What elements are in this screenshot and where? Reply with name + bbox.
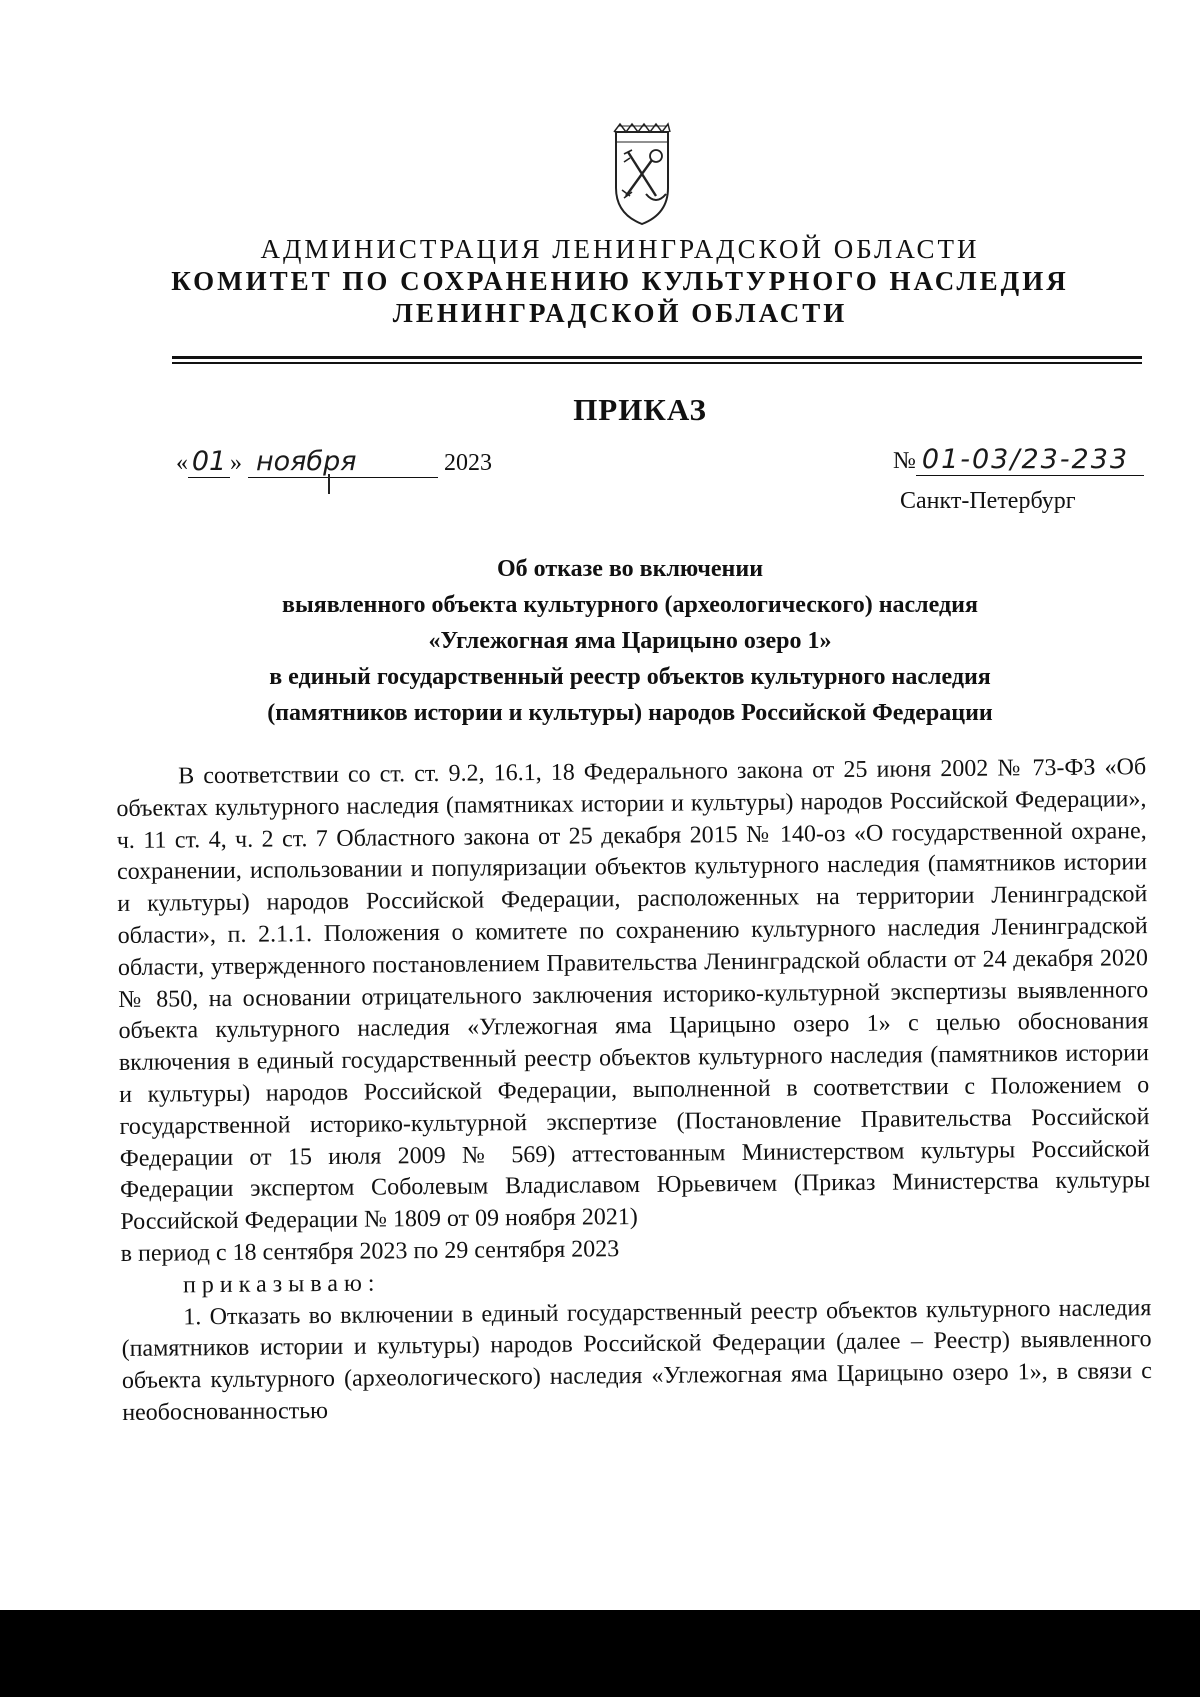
date-year: 2023 [444,450,492,476]
order-directive-word: приказываю: [182,1270,381,1299]
number-sign: № [893,448,916,474]
header-region: ЛЕНИНГРАДСКОЙ ОБЛАСТИ [392,298,848,328]
order-number-handwritten: 01-03/23-233 [916,444,1144,476]
header-rule-thick [172,356,1142,359]
order-title: ПРИКАЗ [573,392,707,427]
order-body [116,752,1152,1430]
order-subject [160,551,1100,731]
review-period: в период с 18 сентября 2023 по 29 сентября 2023 [120,1236,620,1267]
coat-of-arms-emblem [610,122,674,230]
date-open-quote: « [176,450,188,476]
subject-line: в единый государственный реестр объектов культурного наследия [269,664,991,690]
subject-line: «Углежогная яма Царицыно озеро 1» [428,628,832,654]
subject-line: Об отказе во включении [496,556,764,582]
subject-line: выявленного объекта культурного (археологического) наследия [282,592,978,618]
order-date [176,446,492,478]
scan-border [0,1610,1200,1697]
preamble-paragraph: В соответствии со ст. ст. 9.2, 16.1, 18 Федерального закона от 25 июня 2002 № 73-ФЗ «Об объектах культурного наследия (памятниках истории и культуры) народов Российской Федерации», ч. 11 ст. 4, ч. 2 ст. 7 Областного закона от 25 декабря 2015 № 140-оз «О государственной охране, сохранении, использовании и популяризации объектов культурного наследия (памятников истории и культуры) народов Российской Федерации, расположенных на территории Ленинградской области», п. 2.1.1. Положения о комитете по сохранению культурного наследия Ленинградской области, утвержденного постановлением Правительства Ленинградской области от 24 декабря 2020 № 850, на основании отрицательного заключения историко-культурной экспертизы выявленного объекта культурного наследия «Углежогная яма Царицыно озеро 1» с целью обоснования включения в единый государственный реестр объектов культурного наследия (памятников истории и культуры) народов Российской Федерации, выполненной в соответствии с Положением о государственной историко-культурной экспертизе (Постановление Правительства Российской Федерации от 15 июля 2009 № 569) аттестованным Министерством культуры Российской Федерации экспертом Соболевым Владиславом Юрьевичем (Приказ Министерства культуры Российской Федерации № 1809 от 09 ноября 2021) [116,754,1151,1236]
header-committee: КОМИТЕТ ПО СОХРАНЕНИЮ КУЛЬТУРНОГО НАСЛЕДИЯ [171,266,1069,296]
date-day-handwritten: 01 [188,446,230,478]
subject-line: (памятников истории и культуры) народов Российской Федерации [267,700,993,726]
date-close-quote: » [230,450,242,476]
header-rule-thin [172,362,1142,364]
handwriting-stroke [328,474,330,494]
order-city: Санкт-Петербург [900,488,1076,514]
date-month-handwritten: ноября [248,446,438,478]
order-number [893,444,1144,476]
header-administration: АДМИНИСТРАЦИЯ ЛЕНИНГРАДСКОЙ ОБЛАСТИ [260,234,980,264]
order-item-1: 1. Отказать во включении в единый государственный реестр объектов культурного наследия (памятников истории и культуры) народов Российской Федерации (далее – Реестр) выявленного объекта культурного (археологического) наследия «Углежогная яма Царицыно озеро 1», в связи с необоснованностью [121,1294,1153,1426]
